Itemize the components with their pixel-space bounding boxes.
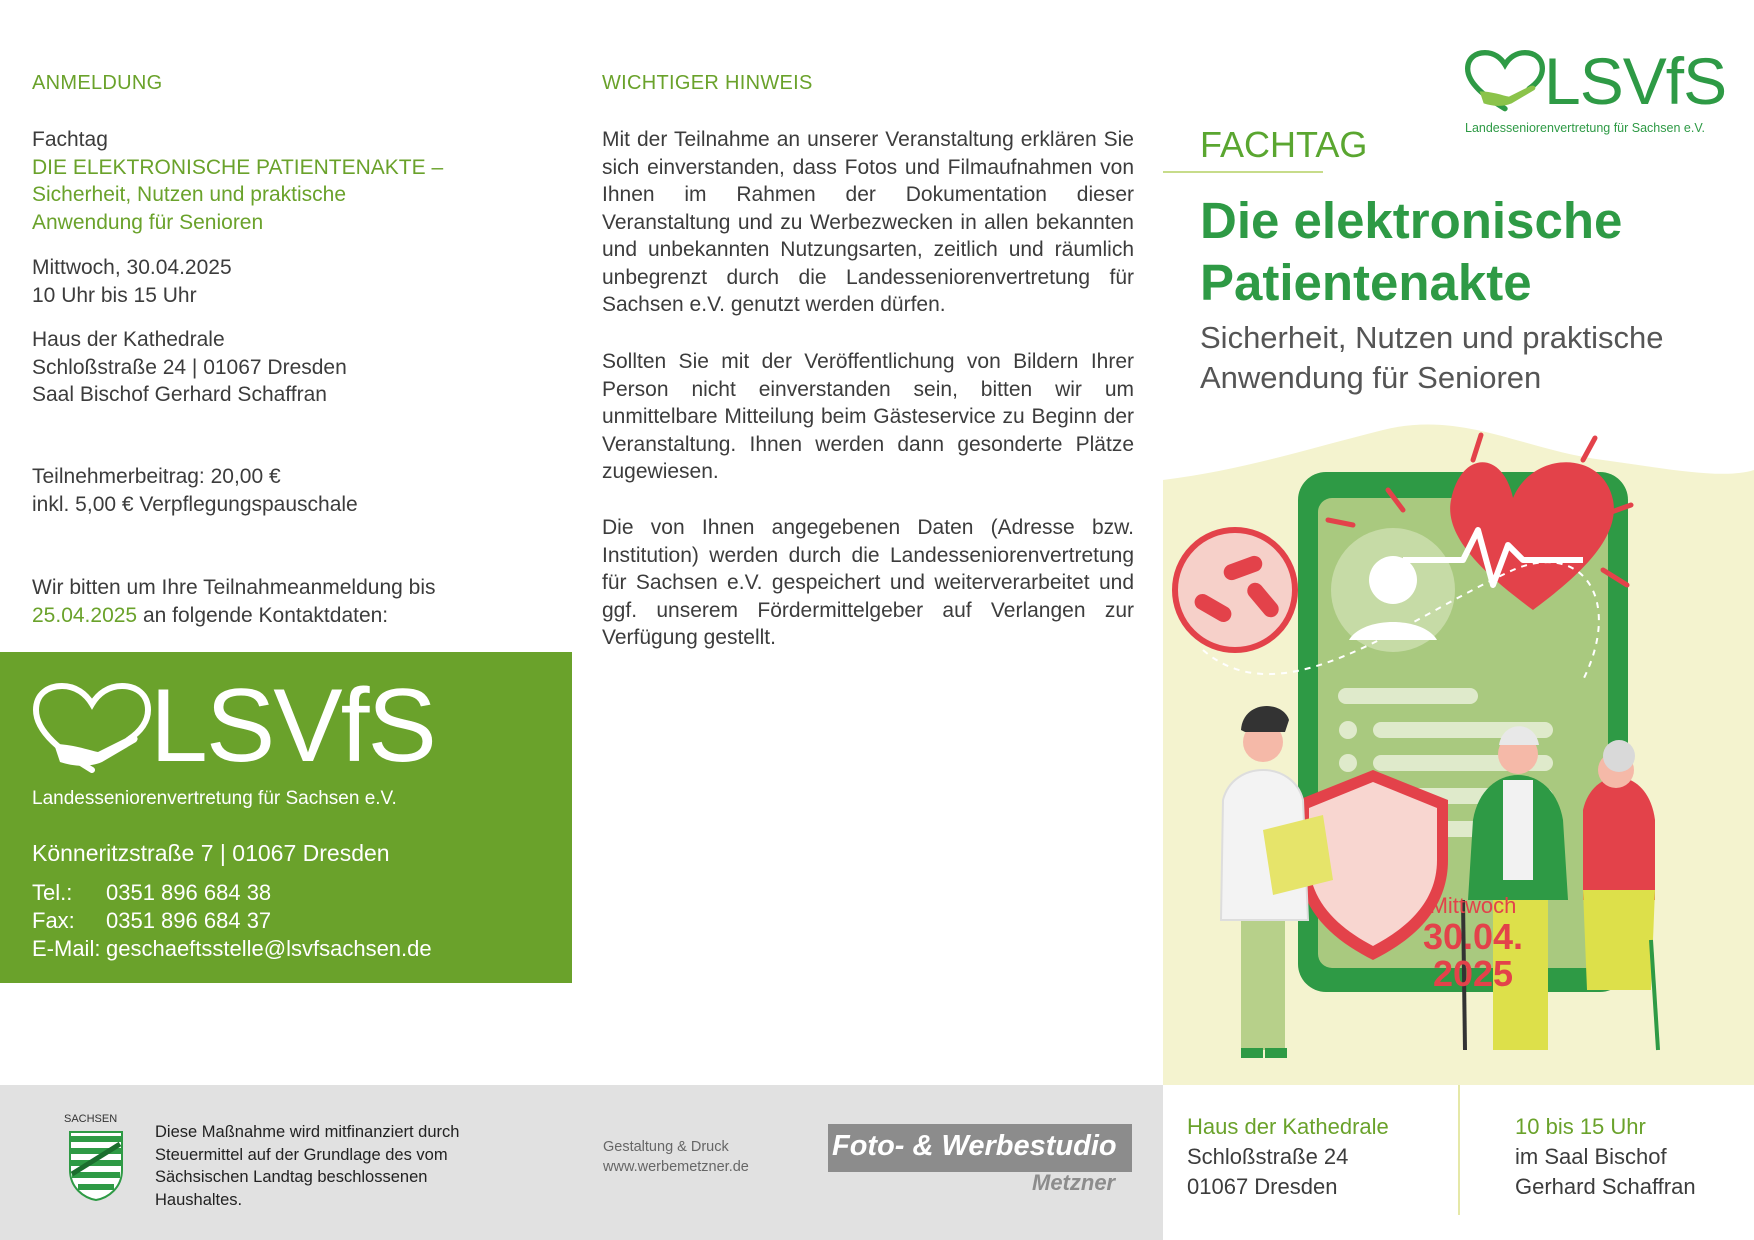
design-credit xyxy=(603,1137,749,1177)
fee-line: inkl. 5,00 € Verpflegungspauschale xyxy=(32,492,358,516)
request-rest: an folgende Kontaktdaten: xyxy=(137,603,389,627)
contact-box xyxy=(0,652,572,983)
event-date xyxy=(32,254,232,309)
title-line: Die elektronische xyxy=(1200,192,1623,249)
title-line: Patientenakte xyxy=(1200,254,1532,311)
notice-paragraph: Die von Ihnen angegebenen Daten (Adresse bzw. Institution) werden durch die Landesseniorenvertretung für Sachsen e.V. gespeichert und weiterverarbeitet und ggf. unserem Fördermittelgeber auf Verlangen zur Verfügung gestellt. xyxy=(602,516,1134,649)
date-badge xyxy=(1383,893,1563,993)
badge-date: 30.04. xyxy=(1422,916,1524,957)
venue-line: Haus der Kathedrale xyxy=(32,328,225,351)
fee-info xyxy=(32,463,358,518)
fee-line: Teilnehmerbeitrag: 20,00 € xyxy=(32,465,281,488)
cover-time-heading: 10 bis 15 Uhr xyxy=(1515,1114,1646,1139)
design-label: Gestaltung & Druck xyxy=(603,1139,729,1155)
mail-label: E-Mail: xyxy=(32,936,101,961)
contact-address: Könneritzstraße 7 | 01067 Dresden xyxy=(32,840,390,866)
mail-link[interactable]: geschaeftsstelle@lsvfsachsen.de xyxy=(106,936,432,961)
cover-time-line: im Saal Bischof xyxy=(1515,1144,1667,1169)
studio-logo-name: Foto- & Werbestudio xyxy=(832,1130,1117,1162)
cover-kicker: FACHTAG xyxy=(1200,124,1368,165)
cover-logo-sub: Landesseniorenvertretung für Sachsen e.V. xyxy=(1465,121,1705,135)
cover-divider xyxy=(1458,1085,1460,1215)
funding-line: Sächsischen Landtag beschlossenen xyxy=(155,1168,428,1186)
request-line: Wir bitten um Ihre Teilnahmeanmeldung bis xyxy=(32,576,436,599)
event-title-line: Anwendung für Senioren xyxy=(32,210,264,234)
time-line: 10 Uhr bis 15 Uhr xyxy=(32,283,197,307)
contact-details xyxy=(32,879,432,963)
cover-subtitle xyxy=(1200,318,1664,398)
fax-label: Fax: xyxy=(32,908,75,933)
funding-line: Diese Maßnahme wird mitfinanziert durch xyxy=(155,1123,460,1141)
cover-title xyxy=(1200,190,1622,314)
sachsen-coat-of-arms-icon xyxy=(68,1130,124,1202)
kicker-underline xyxy=(1163,171,1323,173)
registration-request xyxy=(32,574,435,629)
funding-line: Haushaltes. xyxy=(155,1190,243,1209)
notice-heading: WICHTIGER HINWEIS xyxy=(602,72,813,94)
registration-heading: ANMELDUNG xyxy=(32,72,163,94)
badge-year: 2025 xyxy=(1432,953,1514,994)
cover-venue-line: 01067 Dresden xyxy=(1187,1174,1338,1199)
event-label: Fachtag xyxy=(32,128,108,151)
deadline-date: 25.04.2025 xyxy=(32,603,138,627)
badge-day: Mittwoch xyxy=(1429,893,1517,918)
tel-number[interactable]: 0351 896 684 38 xyxy=(106,880,272,905)
funding-note xyxy=(155,1121,459,1211)
sachsen-label: SACHSEN xyxy=(64,1113,118,1125)
fax-number: 0351 896 684 37 xyxy=(106,908,272,933)
subtitle-line: Anwendung für Senioren xyxy=(1200,360,1542,395)
studio-logo-sub: Metzner xyxy=(1032,1170,1116,1195)
cover-logo-text: LSVfS xyxy=(1544,44,1727,118)
contact-logo-text: LSVfS xyxy=(150,668,435,784)
notice-paragraph: Mit der Teilnahme an unserer Veranstaltung erklären Sie sich einverstanden, dass Fotos und Filmaufnahmen von Ihnen im Rahmen der Dokumentation dieser Veranstaltung und zu Werbezwecken in allen bekannten und unbekannten Nutzungsarten, zeitlich und räumlich unbegrenzt durch die Landesseniorenvertretung für Sachsen e.V. genutzt werden dürfen. xyxy=(602,128,1134,316)
cover-venue xyxy=(1187,1112,1389,1202)
notice-paragraph: Sollten Sie mit der Veröffentlichung von Bildern Ihrer Person nicht einverstanden sein, bitten wir um unmittelbare Mitteilung beim Gästeservice zu Beginn der Veranstaltung. Ihnen werden dann gesonderte Plätze zugewiesen. xyxy=(602,350,1134,483)
subtitle-line: Sicherheit, Nutzen und praktische xyxy=(1200,320,1664,355)
venue-line: Schloßstraße 24 | 01067 Dresden xyxy=(32,355,347,379)
event-venue xyxy=(32,326,347,409)
funding-line: Steuermittel auf der Grundlage des vom xyxy=(155,1145,448,1164)
date-line: Mittwoch, 30.04.2025 xyxy=(32,256,232,279)
contact-org-name: Landesseniorenvertretung für Sachsen e.V. xyxy=(32,788,397,809)
heart-hand-logo-icon xyxy=(32,682,152,778)
cover-time xyxy=(1515,1112,1696,1202)
cover-venue-line: Schloßstraße 24 xyxy=(1187,1144,1349,1169)
tel-label: Tel.: xyxy=(32,880,73,905)
cover-heart-logo-icon xyxy=(1465,50,1545,114)
event-title-line: Sicherheit, Nutzen und praktische xyxy=(32,183,347,206)
cover-time-line: Gerhard Schaffran xyxy=(1515,1174,1696,1199)
event-block xyxy=(32,126,552,236)
design-url-link[interactable]: www.werbemetzner.de xyxy=(603,1159,749,1175)
event-title-line: DIE ELEKTRONISCHE PATIENTENAKTE – xyxy=(32,155,444,179)
venue-line: Saal Bischof Gerhard Schaffran xyxy=(32,383,327,406)
cover-venue-heading: Haus der Kathedrale xyxy=(1187,1114,1389,1139)
